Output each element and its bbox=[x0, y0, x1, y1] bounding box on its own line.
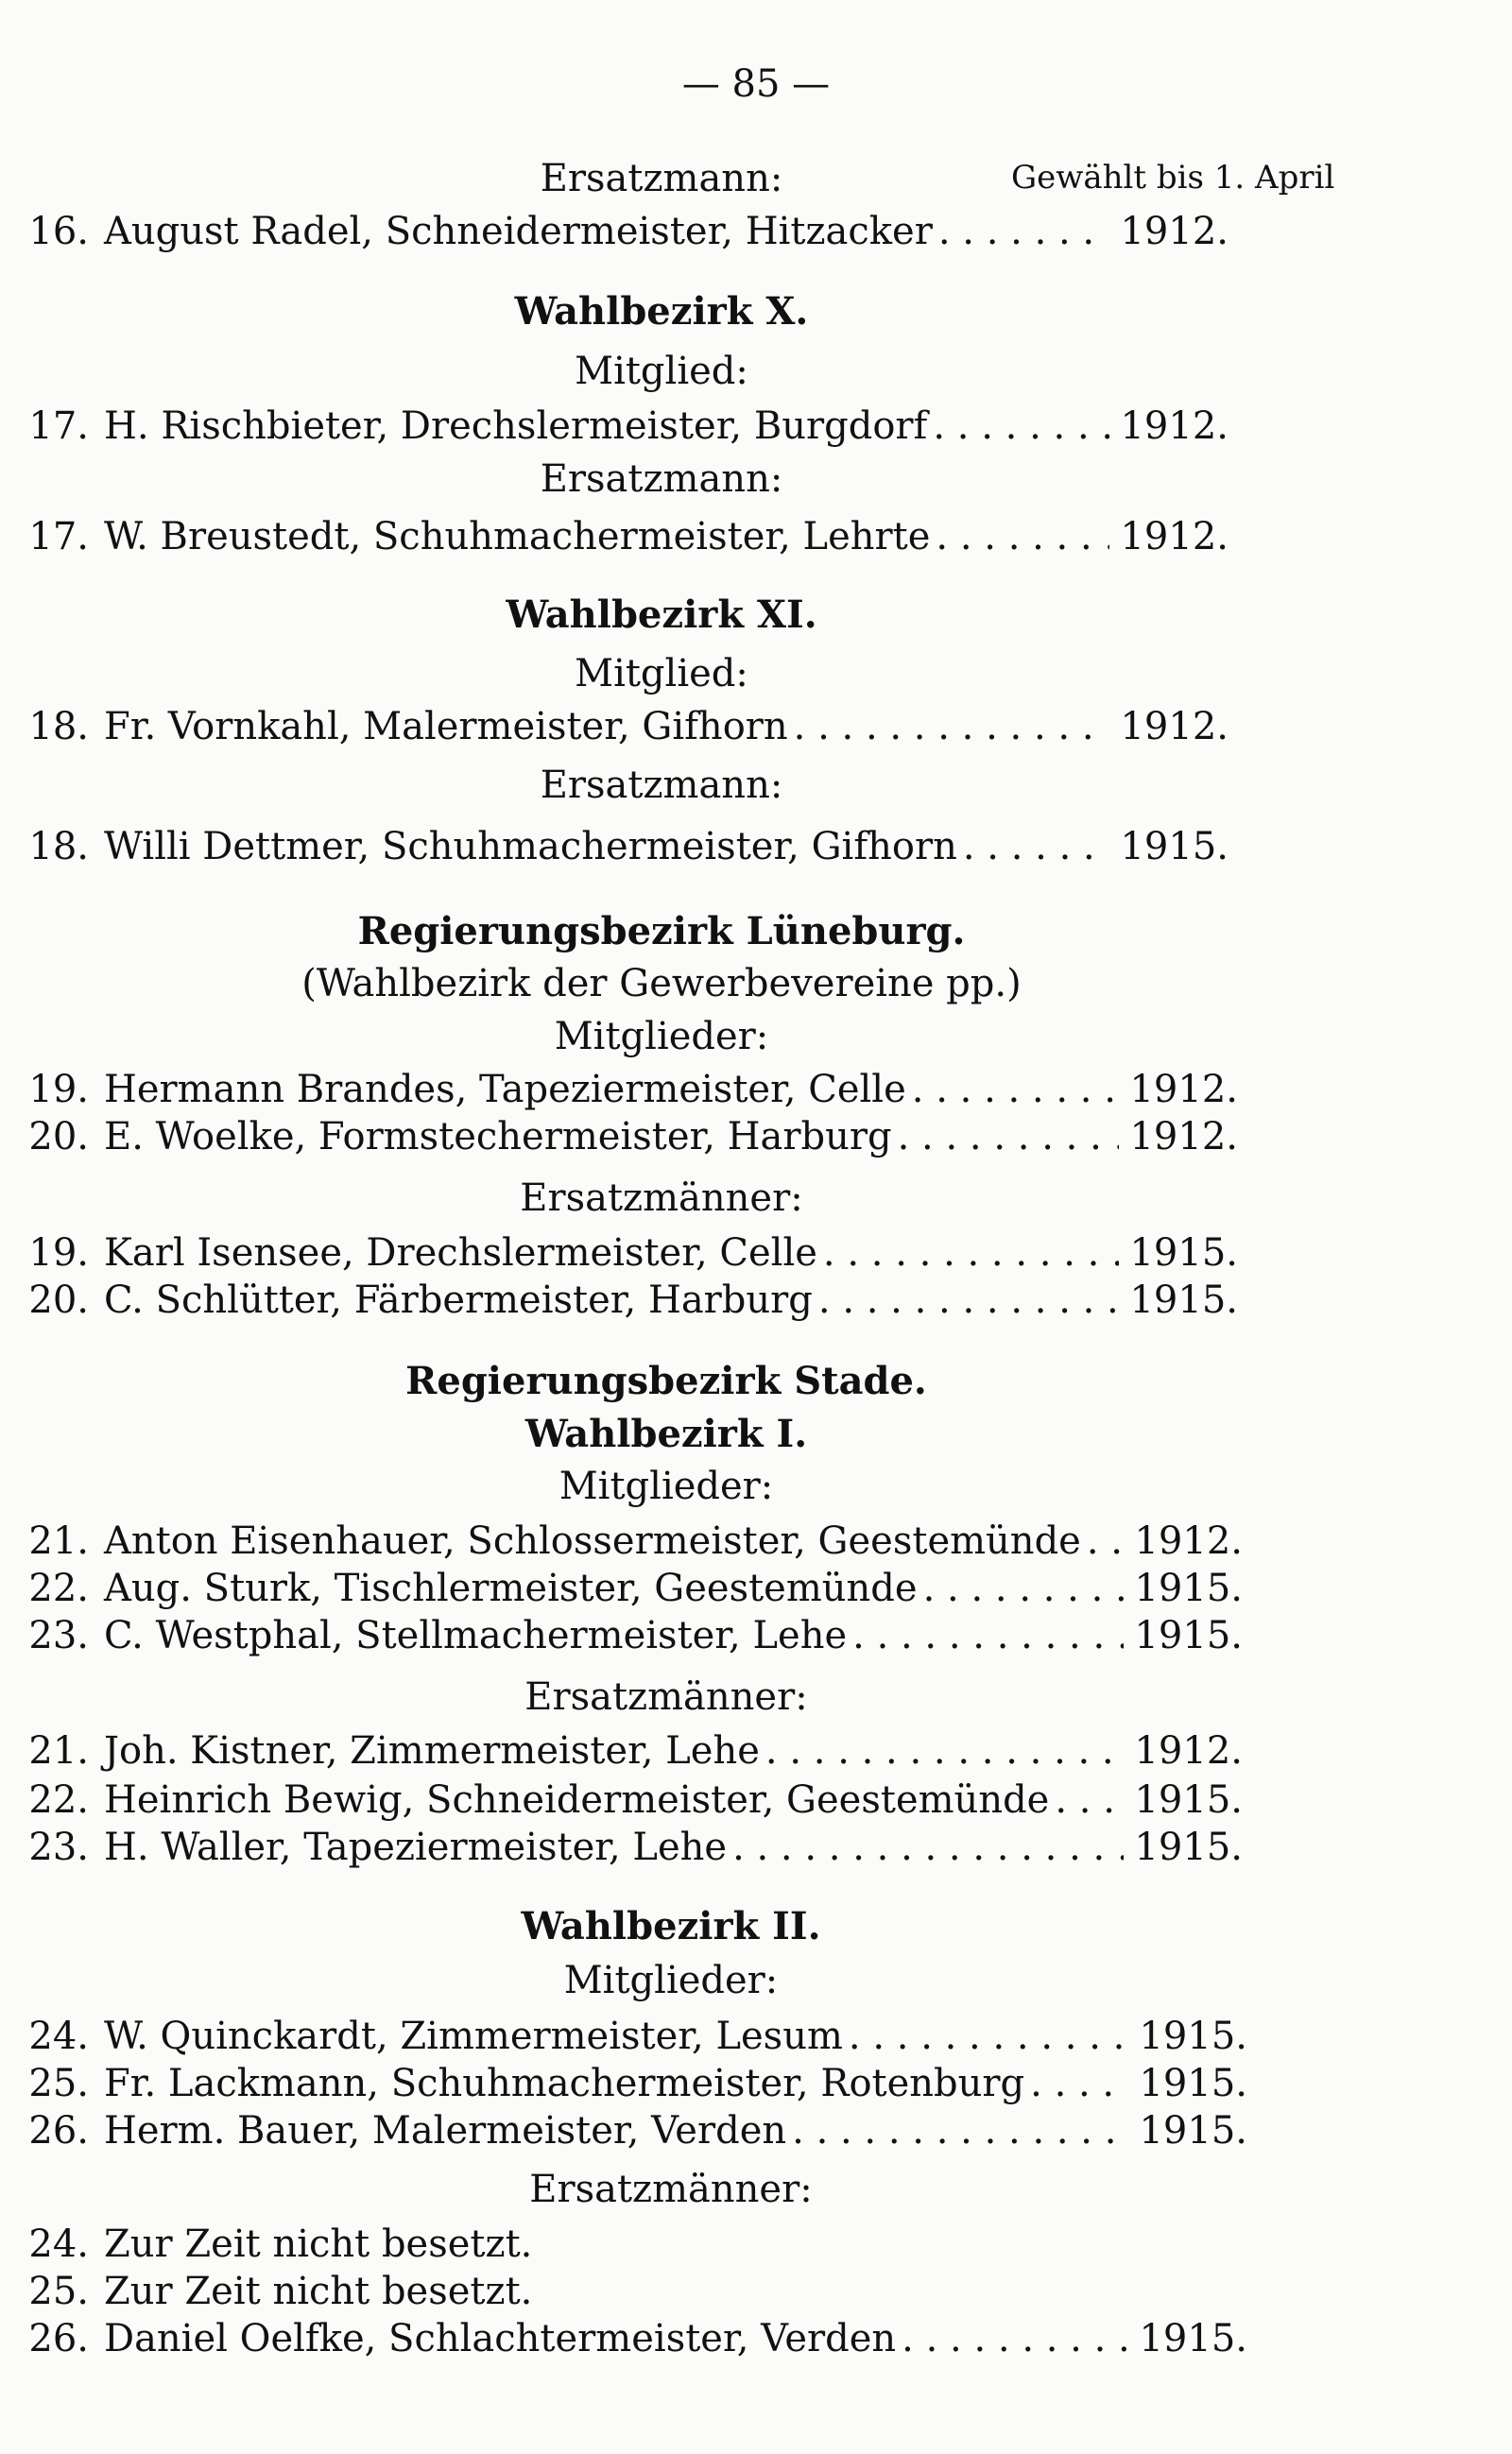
entry-number: 19. bbox=[28, 1231, 89, 1275]
entry-name: Joh. Kistner, Zimmermeister, Lehe bbox=[104, 1729, 760, 1773]
entry-number: 24. bbox=[28, 2015, 89, 2058]
list-entry bbox=[0, 1567, 1243, 1612]
entry-name: Hermann Brandes, Tapeziermeister, Celle bbox=[104, 1068, 906, 1111]
entry-year: 1912. bbox=[1120, 515, 1228, 558]
entry-name: C. Westphal, Stellmachermeister, Lehe bbox=[104, 1614, 848, 1657]
substitute-heading: Ersatzmänner: bbox=[520, 1176, 803, 1220]
list-entry bbox=[0, 1115, 1238, 1160]
entry-name: Zur Zeit nicht besetzt. bbox=[104, 2222, 533, 2266]
list-entry bbox=[0, 1729, 1243, 1775]
entry-number: 22. bbox=[28, 1567, 89, 1610]
leader-dots bbox=[1055, 1778, 1124, 1822]
leader-dots bbox=[823, 1231, 1119, 1275]
list-entry bbox=[0, 1778, 1243, 1824]
entry-name: August Radel, Schneidermeister, Hitzacker bbox=[104, 210, 933, 253]
entry-name: E. Woelke, Formstechermeister, Harburg bbox=[104, 1115, 892, 1158]
leader-dots bbox=[933, 404, 1109, 448]
leader-dots bbox=[902, 2317, 1128, 2360]
entry-name: W. Breustedt, Schuhmachermeister, Lehrte bbox=[104, 515, 931, 558]
entry-year: 1915. bbox=[1134, 1778, 1243, 1822]
entry-name: Fr. Vornkahl, Malermeister, Gifhorn bbox=[104, 705, 788, 748]
region-heading: Regierungsbezirk Stade. bbox=[405, 1359, 927, 1403]
leader-dots bbox=[1087, 1519, 1124, 1563]
entry-number: 20. bbox=[28, 1115, 89, 1158]
entry-number: 16. bbox=[28, 210, 89, 253]
leader-dots bbox=[936, 515, 1109, 558]
list-entry bbox=[0, 825, 1228, 870]
leader-dots bbox=[732, 1826, 1124, 1869]
entry-number: 24. bbox=[28, 2222, 89, 2266]
entry-number: 20. bbox=[28, 1278, 89, 1322]
entry-year: 1915. bbox=[1139, 2317, 1247, 2360]
entry-year: 1912. bbox=[1134, 1519, 1243, 1563]
entry-number: 26. bbox=[28, 2317, 89, 2360]
list-entry bbox=[0, 2062, 1247, 2107]
entry-year: 1912. bbox=[1129, 1068, 1238, 1111]
member-heading: Mitglieder: bbox=[563, 1959, 779, 2002]
member-heading: Mitglieder: bbox=[558, 1465, 774, 1508]
list-entry bbox=[0, 2109, 1247, 2154]
entry-number: 26. bbox=[28, 2109, 89, 2153]
list-entry bbox=[0, 705, 1228, 750]
entry-number: 18. bbox=[28, 705, 89, 748]
list-entry bbox=[0, 1519, 1243, 1565]
leader-dots bbox=[818, 1278, 1119, 1322]
entry-name: Heinrich Bewig, Schneidermeister, Geestemünde bbox=[104, 1778, 1050, 1822]
entry-number: 21. bbox=[28, 1729, 89, 1773]
leader-dots bbox=[792, 2109, 1128, 2153]
entry-name: C. Schlütter, Färbermeister, Harburg bbox=[104, 1278, 813, 1322]
list-entry bbox=[0, 2270, 1247, 2315]
list-entry bbox=[0, 1068, 1238, 1113]
list-entry bbox=[0, 404, 1228, 450]
member-heading: Mitglied: bbox=[575, 350, 748, 393]
entry-year: 1915. bbox=[1139, 2062, 1247, 2105]
entry-name: Karl Isensee, Drechslermeister, Celle bbox=[104, 1231, 817, 1275]
entry-number: 17. bbox=[28, 404, 89, 448]
leader-dots bbox=[849, 2015, 1128, 2058]
entry-year: 1915. bbox=[1129, 1278, 1238, 1322]
list-entry bbox=[0, 2015, 1247, 2060]
entry-name: Herm. Bauer, Malermeister, Verden bbox=[104, 2109, 787, 2153]
entry-number: 23. bbox=[28, 1614, 89, 1657]
entry-name: Anton Eisenhauer, Schlossermeister, Geestemünde bbox=[104, 1519, 1081, 1563]
leader-dots bbox=[898, 1115, 1119, 1158]
entry-year: 1912. bbox=[1120, 404, 1228, 448]
leader-dots bbox=[1030, 2062, 1128, 2105]
leader-dots bbox=[923, 1567, 1124, 1610]
entry-name: H. Waller, Tapeziermeister, Lehe bbox=[104, 1826, 728, 1869]
leader-dots bbox=[765, 1729, 1124, 1773]
substitute-heading: Ersatzmänner: bbox=[529, 2168, 813, 2211]
member-heading: Mitglieder: bbox=[554, 1015, 769, 1058]
list-entry bbox=[0, 1614, 1243, 1659]
leader-dots bbox=[938, 210, 1109, 253]
entry-name: Aug. Sturk, Tischlermeister, Geestemünde bbox=[104, 1567, 918, 1610]
substitute-heading: Ersatzmänner: bbox=[524, 1675, 808, 1719]
leader-dots bbox=[794, 705, 1109, 748]
entry-year: 1912. bbox=[1120, 210, 1228, 253]
entry-year: 1912. bbox=[1120, 705, 1228, 748]
region-subheading: (Wahlbezirk der Gewerbevereine pp.) bbox=[301, 962, 1022, 1005]
substitute-heading: Ersatzmann: bbox=[540, 457, 783, 501]
entry-name: Willi Dettmer, Schuhmachermeister, Gifhorn bbox=[104, 825, 957, 868]
entry-year: 1915. bbox=[1134, 1567, 1243, 1610]
district-heading: Wahlbezirk X. bbox=[514, 289, 809, 334]
entry-number: 25. bbox=[28, 2062, 89, 2105]
entry-number: 21. bbox=[28, 1519, 89, 1563]
entry-year: 1912. bbox=[1134, 1729, 1243, 1773]
list-entry bbox=[0, 1278, 1238, 1324]
list-entry bbox=[0, 210, 1228, 255]
entry-number: 19. bbox=[28, 1068, 89, 1111]
entry-name: W. Quinckardt, Zimmermeister, Lesum bbox=[104, 2015, 843, 2058]
district-heading: Wahlbezirk I. bbox=[524, 1412, 808, 1456]
entry-number: 22. bbox=[28, 1778, 89, 1822]
entry-number: 17. bbox=[28, 515, 89, 558]
entry-name: Zur Zeit nicht besetzt. bbox=[104, 2270, 533, 2313]
district-heading: Wahlbezirk XI. bbox=[506, 592, 817, 637]
member-heading: Mitglied: bbox=[575, 652, 748, 695]
page-number: — 85 — bbox=[681, 62, 831, 106]
entry-name: Daniel Oelfke, Schlachtermeister, Verden bbox=[104, 2317, 897, 2360]
entry-number: 25. bbox=[28, 2270, 89, 2313]
period-note: Gewählt bis 1. April bbox=[1011, 159, 1335, 197]
list-entry bbox=[0, 1826, 1243, 1871]
entry-year: 1915. bbox=[1129, 1231, 1238, 1275]
leader-dots bbox=[912, 1068, 1119, 1111]
list-entry bbox=[0, 1231, 1238, 1277]
entry-number: 23. bbox=[28, 1826, 89, 1869]
entry-year: 1915. bbox=[1134, 1614, 1243, 1657]
entry-year: 1915. bbox=[1134, 1826, 1243, 1869]
list-entry bbox=[0, 2317, 1247, 2362]
entry-number: 18. bbox=[28, 825, 89, 868]
region-heading: Regierungsbezirk Lüneburg. bbox=[357, 909, 966, 953]
entry-year: 1915. bbox=[1139, 2015, 1247, 2058]
entry-year: 1915. bbox=[1139, 2109, 1247, 2153]
entry-name: Fr. Lackmann, Schuhmachermeister, Rotenburg bbox=[104, 2062, 1025, 2105]
substitute-heading: Ersatzmann: bbox=[540, 764, 783, 807]
leader-dots bbox=[852, 1614, 1124, 1657]
leader-dots bbox=[963, 825, 1109, 868]
district-heading: Wahlbezirk II. bbox=[521, 1904, 821, 1948]
entry-year: 1912. bbox=[1129, 1115, 1238, 1158]
list-entry bbox=[0, 2222, 1247, 2268]
list-entry bbox=[0, 515, 1228, 560]
entry-name: H. Rischbieter, Drechslermeister, Burgdorf bbox=[104, 404, 928, 448]
substitute-heading: Ersatzmann: bbox=[540, 157, 783, 200]
entry-year: 1915. bbox=[1120, 825, 1228, 868]
